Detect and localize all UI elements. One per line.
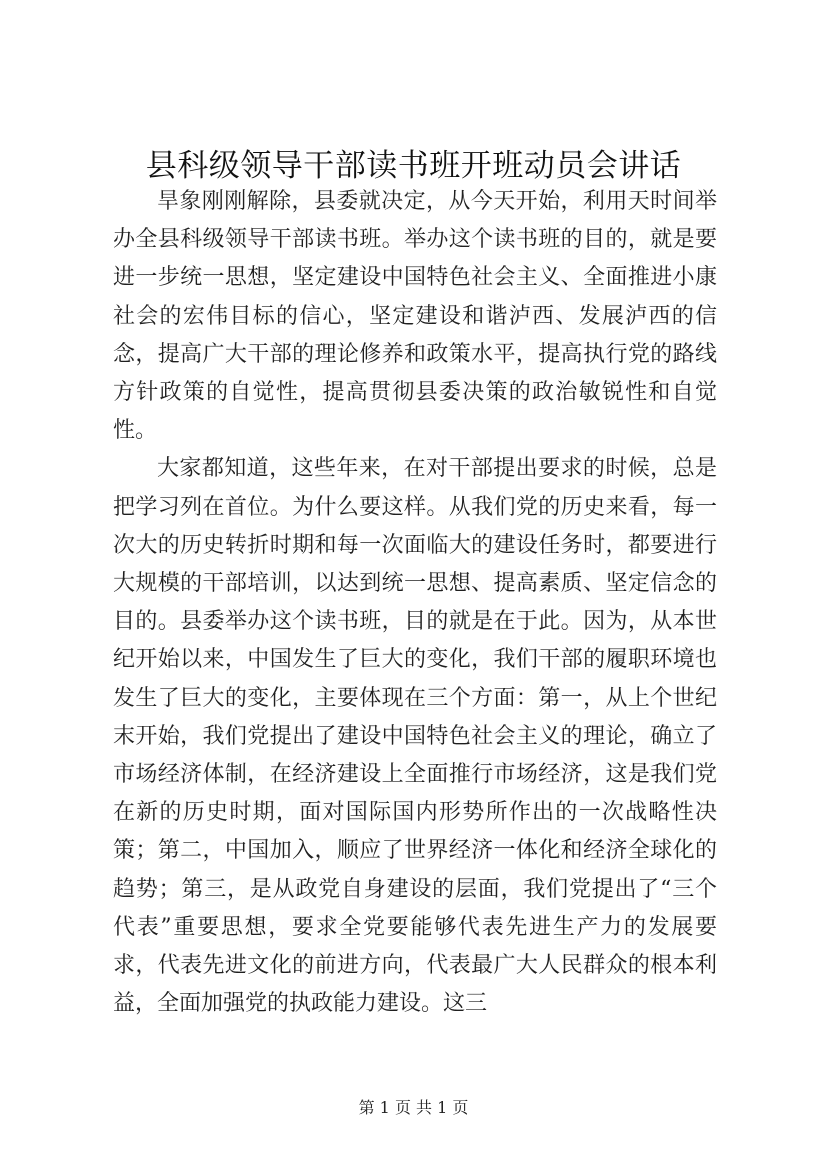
paragraph-1: 旱象刚刚解除，县委就决定，从今天开始，利用天时间举办全县科级领导干部读书班。举办这个读书班的目的，就是要进一步统一思想，坚定建设中国特色社会主义、全面推进小康社会的宏伟目标的信心，坚定建设和谐泸西、发展泸西的信念，提高广大干部的理论修养和政策水平，提高执行党的路线方针政策的自觉性，提高贯彻县委决策的政治敏锐性和自觉性。	[113, 189, 717, 444]
page-footer: 第 1 页 共 1 页	[358, 1098, 469, 1117]
document-body	[113, 183, 717, 1023]
paragraph-2: 大家都知道，这些年来，在对干部提出要求的时候，总是把学习列在首位。为什么要这样。从我们党的历史来看，每一次大的历史转折时期和每一次面临大的建设任务时，都要进行大规模的干部培训，以达到统一思想、提高素质、坚定信念的目的。县委举办这个读书班，目的就是在于此。因为，从本世纪开始以来，中国发生了巨大的变化，我们干部的履职环境也发生了巨大的变化，主要体现在三个方面：第一，从上个世纪末开始，我们党提出了建设中国特色社会主义的理论，确立了市场经济体制，在经济建设上全面推行市场经济，这是我们党在新的历史时期，面对国际国内形势所作出的一次战略性决策；第二，中国加入，顺应了世界经济一体化和经济全球化的趋势；第三，是从政党自身建设的层面，我们党提出了“三个代表”重要思想，要求全党要能够代表先进生产力的发展要求，代表先进文化的前进方向，代表最广大人民群众的根本利益，全面加强党的执政能力建设。这三	[113, 456, 717, 1017]
document-title: 县科级领导干部读书班开班动员会讲话	[145, 148, 682, 184]
